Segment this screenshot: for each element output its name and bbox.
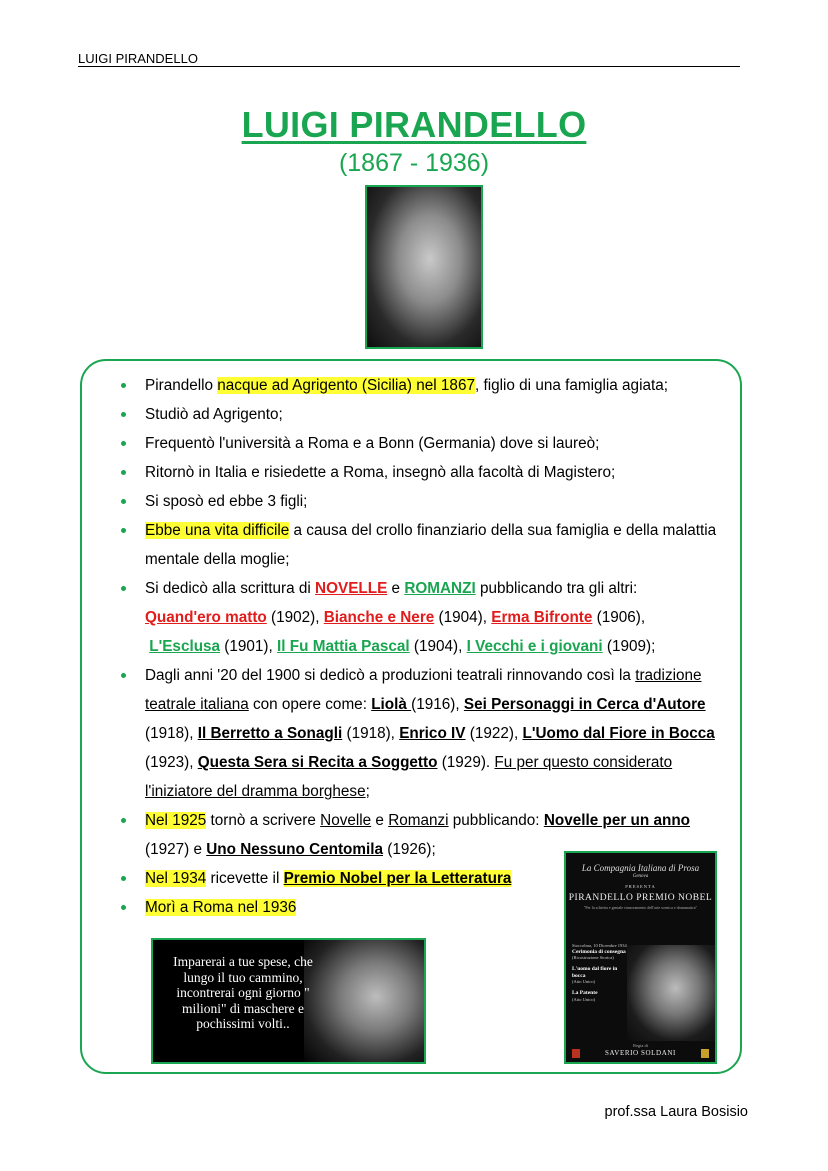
novelle-word: Novelle xyxy=(320,812,372,829)
bio-item-writing: Si dedicò alla scrittura di NOVELLE e ROMANZI pubblicando tra gli altri: Quand'ero matto (1902), Bianche e Nere (1904), Erma Bifronte (1906), L'Esclusa (1901), Il Fu Mattia Pascal (1904), I Vecchi e i giovani (1909); xyxy=(118,574,728,661)
poster-crest-icon xyxy=(572,1049,580,1058)
romanzi-word: Romanzi xyxy=(388,812,449,829)
work-title: I Vecchi e i giovani xyxy=(466,638,603,655)
poster-title: PIRANDELLO PREMIO NOBEL xyxy=(568,893,713,903)
poster-presenta: PRESENTA xyxy=(625,884,656,889)
poster-director: SAVERIO SOLDANI xyxy=(605,1049,676,1057)
bio-item-birth: Pirandello nacque ad Agrigento (Sicilia) nel 1867, figlio di una famiglia agiata; xyxy=(118,371,728,400)
play-title: Liolà xyxy=(371,696,412,713)
play-title: Questa Sera si Recita a Soggetto xyxy=(197,754,438,771)
highlight-hardship: Ebbe una vita difficile xyxy=(145,522,290,539)
bio-item-theatre: Dagli anni '20 del 1900 si dedicò a produzioni teatrali rinnovando così la tradizione teatrale italiana con opere come: Liolà (1916), Sei Personaggi in Cerca d'Autore (1918), Il Berretto a Sonagli (1918), Enrico IV (1922), L'Uomo dal Fiore in Bocca (1923), Questa Sera si Recita a Soggetto (1929). Fu per questo considerato l'iniziatore del dramma borghese; xyxy=(118,661,728,806)
play-title: Il Berretto a Sonagli xyxy=(197,725,343,742)
quote-image xyxy=(151,938,426,1064)
play-title: Sei Personaggi in Cerca d'Autore xyxy=(463,696,706,713)
bio-list xyxy=(118,371,728,922)
nobel-prize-label: Premio Nobel per la Letteratura xyxy=(283,870,512,887)
work-title: Novelle per un anno xyxy=(543,812,691,829)
highlight-1934: Nel 1934 xyxy=(145,870,207,887)
work-title: Il Fu Mattia Pascal xyxy=(277,638,410,655)
bio-item-1925: Nel 1925 tornò a scrivere Novelle e Romanzi pubblicando: Novelle per un anno (1927) e Uno Nessuno Centomila (1926); xyxy=(118,806,728,864)
bio-item-return: Ritornò in Italia e risiedette a Roma, insegnò alla facoltà di Magistero; xyxy=(118,458,728,487)
highlight-death: Morì a Roma nel 1936 xyxy=(145,899,297,916)
page-years: (1867 - 1936) xyxy=(338,149,490,177)
novelle-label: NOVELLE xyxy=(315,580,388,597)
bio-item-hardship: Ebbe una vita difficile a causa del crollo finanziario della sua famiglia e della malattia mentale della moglie; xyxy=(118,516,728,574)
work-title: Bianche e Nere xyxy=(323,609,435,626)
work-title: L'Esclusa xyxy=(149,638,221,655)
poster-city: Genova xyxy=(632,874,649,879)
bio-item-study: Studiò ad Agrigento; xyxy=(118,400,728,429)
romanzi-label: ROMANZI xyxy=(404,580,476,597)
poster-portrait xyxy=(627,945,715,1041)
pirandello-portrait-photo xyxy=(365,185,483,349)
bourgeois-drama-phrase: Fu per questo considerato l'iniziatore del dramma borghese xyxy=(145,754,673,800)
page-header: LUIGI PIRANDELLO xyxy=(78,51,740,67)
work-title: Quand'ero matto xyxy=(145,609,267,626)
quote-text: Imparerai a tue spese, che lungo il tuo cammino, incontrerai ogni giorno " milioni" di maschere e pochissimi volti.. xyxy=(173,954,313,1031)
work-title: Uno Nessuno Centomila xyxy=(206,841,384,858)
highlight-birth: nacque ad Agrigento (Sicilia) nel 1867 xyxy=(217,377,475,394)
bio-item-family: Si sposò ed ebbe 3 figli; xyxy=(118,487,728,516)
poster-emblem-icon xyxy=(701,1049,709,1058)
poster-company: La Compagnia Italiana di Prosa xyxy=(581,863,700,873)
poster-info: Stoccolma, 10 Dicembre 1934 Cerimonia di consegna (Ricostruzione Storica) L'uomo dal fiore in bocca (Atto Unico) La Patente (Atto Unico) xyxy=(572,943,627,1002)
nobel-poster-image xyxy=(564,851,717,1064)
play-title: Enrico IV xyxy=(399,725,466,742)
page-footer-author: prof.ssa Laura Bosisio xyxy=(604,1104,748,1120)
poster-regia: Regia di xyxy=(632,1043,649,1048)
work-title: Erma Bifronte xyxy=(491,609,593,626)
bio-item-university: Frequentò l'università a Roma e a Bonn (Germania) dove si laureò; xyxy=(118,429,728,458)
highlight-1925: Nel 1925 xyxy=(145,812,207,829)
play-title: L'Uomo dal Fiore in Bocca xyxy=(522,725,715,742)
poster-subtitle: "Per la schietta e geniale rinnovamento dell'arte scenica e drammatica" xyxy=(583,905,698,910)
bio-item-nobel: Nel 1934 ricevette il Premio Nobel per la Letteratura xyxy=(118,864,728,893)
page-title: LUIGI PIRANDELLO xyxy=(241,104,587,145)
tradition-phrase: tradizione teatrale italiana xyxy=(145,667,702,713)
